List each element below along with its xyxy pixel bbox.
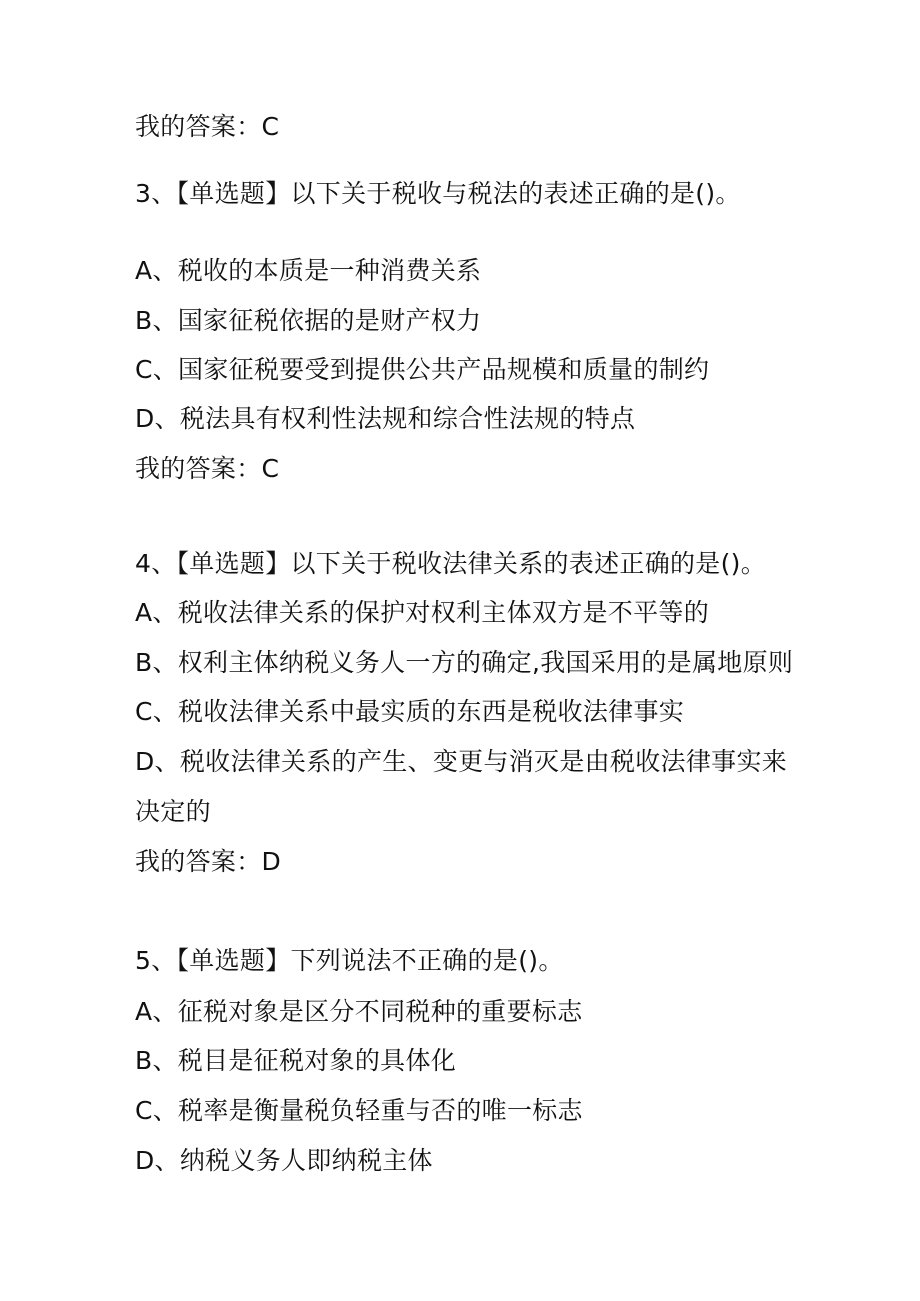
option-a: A、征税对象是区分不同税种的重要标志 bbox=[135, 997, 583, 1026]
option-b: B、税目是征税对象的具体化 bbox=[135, 1046, 457, 1075]
my-answer-previous: 我的答案：C bbox=[135, 112, 280, 141]
option-d: D、纳税义务人即纳税主体 bbox=[135, 1146, 433, 1175]
option-c: C、税收法律关系中最实质的东西是税收法律事实 bbox=[135, 697, 685, 726]
option-a: A、税收的本质是一种消费关系 bbox=[135, 256, 482, 285]
option-b: B、权利主体纳税义务人一方的确定,我国采用的是属地原则 bbox=[135, 648, 794, 677]
option-d-continued: 决定的 bbox=[135, 797, 211, 826]
my-answer: 我的答案：C bbox=[135, 454, 280, 483]
option-c: C、国家征税要受到提供公共产品规模和质量的制约 bbox=[135, 355, 710, 384]
my-answer: 我的答案：D bbox=[135, 847, 282, 876]
option-c: C、税率是衡量税负轻重与否的唯一标志 bbox=[135, 1096, 583, 1125]
question-stem: 3、【单选题】以下关于税收与税法的表述正确的是()。 bbox=[135, 179, 741, 208]
question-stem: 5、【单选题】下列说法不正确的是()。 bbox=[135, 946, 564, 975]
option-a: A、税收法律关系的保护对权利主体双方是不平等的 bbox=[135, 598, 710, 627]
option-d: D、税收法律关系的产生、变更与消灭是由税收法律事实来 bbox=[135, 747, 788, 776]
option-d: D、税法具有权利性法规和综合性法规的特点 bbox=[135, 404, 636, 433]
question-stem: 4、【单选题】以下关于税收法律关系的表述正确的是()。 bbox=[135, 549, 767, 578]
option-b: B、国家征税依据的是财产权力 bbox=[135, 306, 482, 335]
